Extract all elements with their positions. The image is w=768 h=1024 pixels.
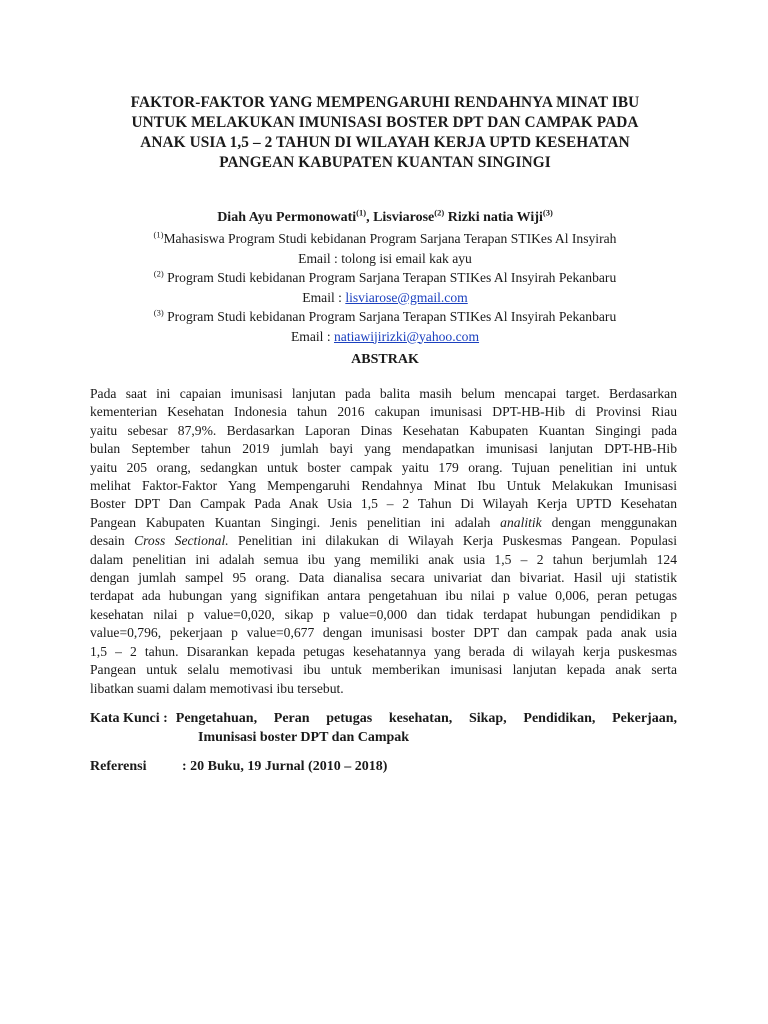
- email-link[interactable]: natiawijirizki@yahoo.com: [334, 328, 480, 344]
- author-names: [90, 207, 680, 229]
- abstract-line: Pangean untuk selalu memotivasi ibu untuk memberikan imunisasi lanjutan kepada anak serta: [90, 662, 677, 678]
- abstract-heading: ABSTRAK: [351, 352, 419, 367]
- email-link[interactable]: lisviarose@gmail.com: [345, 289, 468, 305]
- title-line: PANGEAN KABUPATEN KUANTAN SINGINGI: [219, 154, 551, 171]
- affiliation-line: [90, 307, 680, 327]
- author-name: Rizki natia Wiji: [447, 210, 543, 225]
- abstract-line: yaitu 205 orang, sedangkan untuk boster campak yaitu 179 orang. Tujuan penelitian ini untuk: [90, 459, 677, 475]
- affiliation-line: [90, 229, 680, 249]
- keywords-label: Kata Kunci :: [90, 711, 168, 726]
- abstract-line: melihat Faktor-Faktor Yang Mempengaruhi Rendahnya Minat Ibu Untuk Melakukan Imunisasi: [90, 478, 677, 494]
- email-value: tolong isi email kak ayu: [341, 250, 472, 266]
- affiliation-superscript: (3): [153, 307, 164, 318]
- affiliation-text: Mahasiswa Program Studi kebidanan Program Sarjana Terapan STIKes Al Insyirah: [163, 231, 617, 246]
- keywords-block: [90, 710, 677, 747]
- author-name: Lisviarose: [373, 210, 435, 225]
- abstract-line: 1,5 – 2 tahun. Disarankan kepada petugas kesehatannya yang berada di wilayah kerja puskesmas: [90, 643, 677, 659]
- italic-term: Cross Sectional.: [134, 533, 229, 549]
- author-superscript: (2): [434, 207, 445, 218]
- abstract-line: terdapat ada hubungan yang signifikan antara pengetahuan ibu nilai p value 0,006, peran petugas: [90, 588, 677, 604]
- abstract-line: Pada saat ini capaian imunisasi lanjutan pada balita masih belum mencapai target. Berdasarkan: [90, 386, 677, 401]
- email-line: [90, 249, 680, 269]
- email-label: Email :: [290, 328, 334, 344]
- references-block: [90, 759, 387, 775]
- abstract-line: Pangean Kabupaten Kuantan Singingi. Jenis penelitian ini adalah analitik dengan menggunakan: [90, 514, 677, 530]
- abstract-line: dalam penelitian ini adalah semua ibu yang memiliki anak usia 1,5 – 2 tahun berjumlah 124: [90, 551, 677, 567]
- title-line: UNTUK MELAKUKAN IMUNISASI BOSTER DPT DAN CAMPAK PADA: [131, 114, 639, 131]
- abstract-line: value=0,796, pekerjaan p value=0,677 dengan imunisasi boster DPT dan campak pada anak usia: [90, 625, 677, 641]
- email-line: [90, 288, 680, 308]
- affiliation-line: [90, 268, 680, 288]
- abstract-line: kesehatan nilai p value=0,020, sikap p value=0,000 dan tidak terdapat hubungan pendidikan p: [90, 606, 677, 622]
- author-block: [90, 207, 680, 346]
- affiliation-text: Program Studi kebidanan Program Sarjana Terapan STIKes Al Insyirah Pekanbaru: [163, 270, 617, 285]
- paper-title: [90, 93, 680, 173]
- references-value: : 20 Buku, 19 Jurnal (2010 – 2018): [182, 759, 388, 774]
- keywords-text: Pengetahuan, Peran petugas kesehatan, Sikap, Pendidikan, Pekerjaan,: [175, 711, 677, 726]
- author-superscript: (1): [356, 207, 367, 218]
- abstract-line: desain Cross Sectional. Penelitian ini dilakukan di Wilayah Kerja Puskesmas Pangean. Populasi: [90, 533, 677, 549]
- abstract-line: Boster DPT Dan Campak Pada Anak Usia 1,5 – 2 Tahun Di Wilayah Kerja UPTD Kesehatan: [90, 496, 677, 512]
- abstract-line: kementerian Kesehatan Indonesia tahun 2016 cakupan imunisasi DPT-HB-Hib di Provinsi Riau: [90, 404, 677, 420]
- affiliation-superscript: (2): [153, 268, 164, 279]
- email-line: [90, 327, 680, 347]
- italic-term: analitik: [500, 514, 542, 530]
- abstract-line: yaitu sebesar 87,9%. Berdasarkan Laporan Dinas Kesehatan Kabupaten Kuantan Singingi pada: [90, 422, 677, 438]
- email-label: Email :: [298, 250, 342, 266]
- title-line: ANAK USIA 1,5 – 2 TAHUN DI WILAYAH KERJA UPTD KESEHATAN: [140, 134, 630, 151]
- abstract-line: bulan September tahun 2019 jumlah bayi yang mendapatkan imunisasi lanjutan DPT-HB-Hib: [90, 441, 677, 457]
- author-separator: ,: [366, 210, 374, 225]
- abstract-body: [90, 385, 677, 698]
- author-name: Diah Ayu Permonowati: [217, 210, 357, 225]
- email-label: Email :: [302, 289, 346, 305]
- affiliation-superscript: (1): [153, 229, 164, 240]
- title-line: FAKTOR-FAKTOR YANG MEMPENGARUHI RENDAHNYA MINAT IBU: [130, 94, 640, 111]
- author-superscript: (3): [542, 207, 553, 218]
- abstract-line: dengan jumlah sampel 95 orang. Data dianalisa secara univariat dan bivariat. Hasil uji statistik: [90, 570, 677, 586]
- keywords-text: Imunisasi boster DPT dan Campak: [198, 729, 410, 745]
- references-label: Referensi: [90, 759, 147, 774]
- affiliation-text: Program Studi kebidanan Program Sarjana Terapan STIKes Al Insyirah Pekanbaru: [163, 309, 617, 324]
- abstract-line: libatkan suami dalam memotivasi ibu tersebut.: [90, 680, 344, 696]
